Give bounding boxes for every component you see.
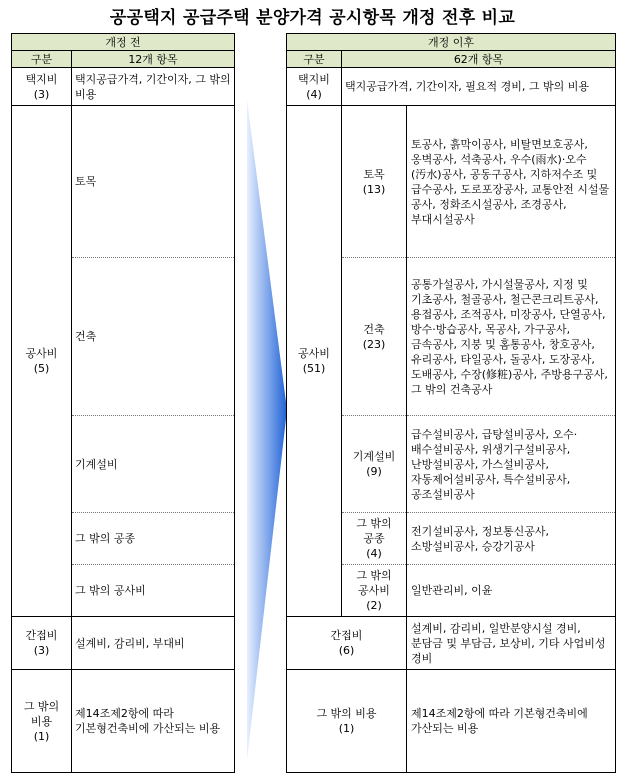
before-indirect-count: (3) xyxy=(33,644,50,657)
before-construction-item: 그 밖의 공종 xyxy=(72,513,235,565)
after-sub-items: 전기설비공사, 정보통신공사, 소방설비공사, 승강기공사 xyxy=(407,513,616,565)
after-construction-name: 공사비 xyxy=(298,347,330,360)
arrow-icon xyxy=(247,100,287,760)
after-sub-name: 토목 xyxy=(363,167,385,181)
before-land-category xyxy=(12,68,72,106)
after-sub-count: (4) xyxy=(366,547,382,560)
before-construction-name: 공사비 xyxy=(25,347,58,360)
after-land-category xyxy=(287,68,342,106)
after-sub-category xyxy=(342,565,407,617)
before-other-name: 그 밖의 비용 xyxy=(23,699,60,728)
after-sub-items: 토공사, 흙막이공사, 비탈면보호공사, 옹벽공사, 석축공사, 우수(雨水)·오수(汚水)공사, 공동구공사, 지하저수조 및 급수공사, 도로포장공사, 교통안전 시설물 공사, 정화조시설공사, 조경공사, 부대시설공사 xyxy=(407,106,616,258)
before-other-count: (1) xyxy=(33,729,50,743)
after-construction-count: (51) xyxy=(302,362,326,375)
before-construction-count: (5) xyxy=(33,362,50,375)
before-land-items: 택지공급가격, 기간이자, 그 밖의 비용 xyxy=(72,68,235,106)
after-sub-category xyxy=(342,513,407,565)
after-other-items: 제14조제2항에 따라 기본형건축비에 가산되는 비용 xyxy=(407,670,616,773)
after-sub-name: 기계설비 xyxy=(352,450,396,463)
before-construction-item: 토목 xyxy=(72,106,235,258)
after-land-count: (4) xyxy=(306,87,322,101)
before-other-items: 제14조제2항에 따라 기본형건축비에 가산되는 비용 xyxy=(72,670,235,773)
after-header: 개정 이후 xyxy=(287,34,616,51)
before-land-count: (3) xyxy=(33,87,50,101)
before-col-category: 구분 xyxy=(12,51,72,68)
before-indirect-items: 설계비, 감리비, 부대비 xyxy=(72,617,235,670)
after-sub-category xyxy=(342,258,407,416)
after-col-items: 62개 항목 xyxy=(342,51,616,68)
before-table xyxy=(11,33,235,773)
after-sub-category xyxy=(342,416,407,513)
before-construction-item: 그 밖의 공사비 xyxy=(72,565,235,617)
after-land-items: 택지공급가격, 기간이자, 필요적 경비, 그 밖의 비용 xyxy=(342,68,616,106)
after-sub-count: (2) xyxy=(366,599,382,612)
before-construction-item: 건축 xyxy=(72,258,235,416)
page-title: 공공택지 공급주택 분양가격 공시항목 개정 전후 비교 xyxy=(109,8,516,28)
after-indirect-count: (6) xyxy=(338,644,355,657)
after-sub-items: 일반관리비, 이윤 xyxy=(407,565,616,617)
after-other-count: (1) xyxy=(338,722,355,735)
after-indirect-items: 설계비, 감리비, 일반분양시설 경비, 분담금 및 부담금, 보상비, 기타 사업비성 경비 xyxy=(407,617,616,670)
after-sub-name: 그 밖의 공종 xyxy=(356,517,392,545)
after-sub-name: 그 밖의 공사비 xyxy=(356,569,392,597)
before-land-name: 택지비 xyxy=(25,72,58,86)
before-other-category xyxy=(12,670,72,773)
before-construction-item: 기계설비 xyxy=(72,416,235,513)
before-col-items: 12개 항목 xyxy=(72,51,235,68)
after-sub-items: 공통가설공사, 가시설물공사, 지정 및 기초공사, 철골공사, 철근콘크리트공사, 용접공사, 조적공사, 미장공사, 단열공사, 방수·방습공사, 목공사, 가구공사, 금속공사, 지붕 및 홈통공사, 창호공사, 유리공사, 타일공사, 돌공사, 도장공사, 도배공사, 수장(修粧)공사, 주방용구공사, 그 밖의 건축공사 xyxy=(407,258,616,416)
after-land-name: 택지비 xyxy=(298,72,330,86)
before-indirect-name: 간접비 xyxy=(25,629,58,642)
after-sub-count: (9) xyxy=(366,465,382,478)
after-sub-name: 건축 xyxy=(363,322,385,336)
after-sub-category xyxy=(342,106,407,258)
after-col-category: 구분 xyxy=(287,51,342,68)
after-sub-count: (23) xyxy=(362,337,386,351)
after-sub-count: (13) xyxy=(362,182,386,196)
after-other-name: 그 밖의 비용 xyxy=(316,707,377,720)
after-construction-category xyxy=(287,106,342,617)
before-indirect-category xyxy=(12,617,72,670)
after-sub-items: 급수설비공사, 급탕설비공사, 오수·배수설비공사, 위생기구설비공사, 난방설비공사, 가스설비공사, 자동제어설비공사, 특수설비공사, 공조설비공사 xyxy=(407,416,616,513)
after-other-category xyxy=(287,670,407,773)
after-indirect-name: 간접비 xyxy=(330,629,363,642)
before-header: 개정 전 xyxy=(12,34,235,51)
after-table xyxy=(286,33,616,773)
after-indirect-category xyxy=(287,617,407,670)
before-construction-category xyxy=(12,106,72,617)
